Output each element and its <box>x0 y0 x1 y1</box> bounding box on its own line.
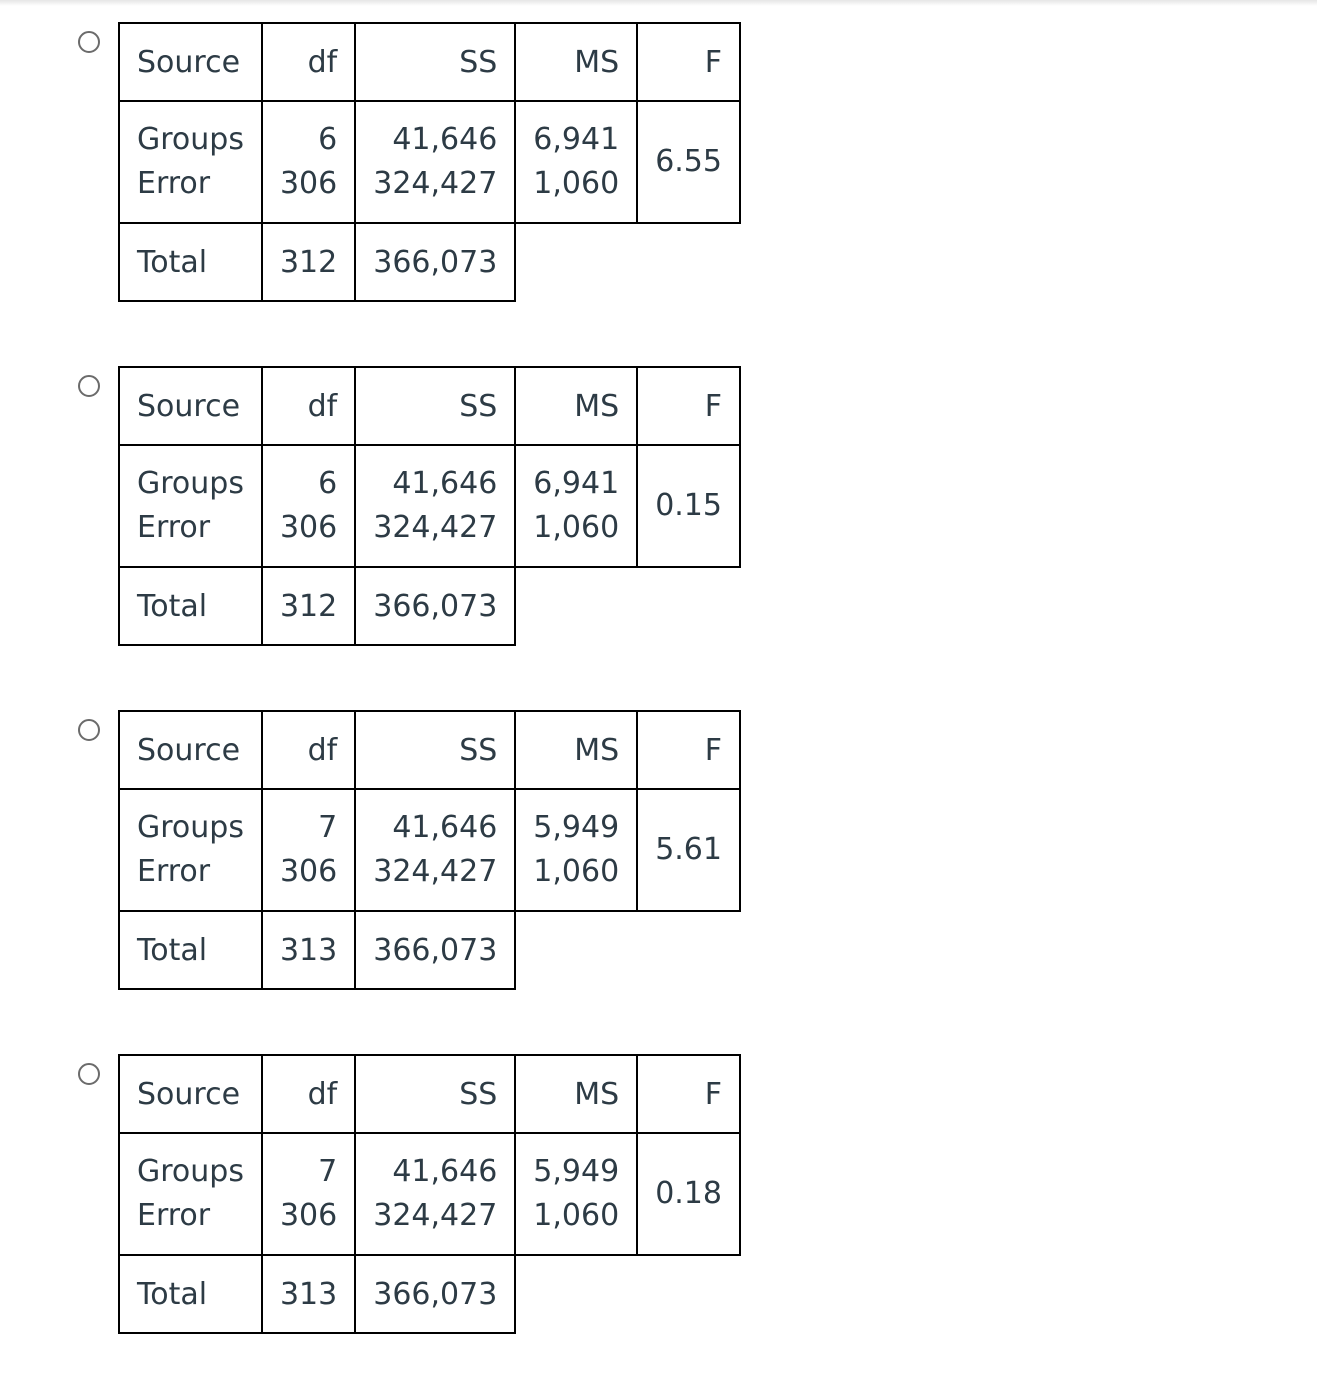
groups-label: Groups <box>137 122 244 157</box>
source-cell <box>119 789 262 911</box>
ss-cell <box>355 1133 515 1255</box>
ss-groups: 41,646 <box>392 122 498 157</box>
groups-error-row <box>119 789 740 911</box>
empty-cell <box>637 911 740 989</box>
error-label: Error <box>137 166 211 201</box>
header-row <box>119 711 740 789</box>
top-shadow <box>0 0 1317 6</box>
radio-button[interactable] <box>78 1063 100 1085</box>
header-f: F <box>637 23 740 101</box>
ms-groups: 5,949 <box>533 810 620 845</box>
ms-cell <box>515 445 637 567</box>
ms-groups: 5,949 <box>533 1154 620 1189</box>
header-ms: MS <box>515 367 637 445</box>
ss-cell <box>355 789 515 911</box>
source-cell <box>119 1133 262 1255</box>
df-cell <box>262 1133 355 1255</box>
ss-error: 324,427 <box>373 1198 498 1233</box>
df-groups: 6 <box>318 122 338 157</box>
groups-label: Groups <box>137 466 244 501</box>
df-error: 306 <box>279 1198 338 1233</box>
df-groups: 7 <box>318 1154 338 1189</box>
answer-option-4[interactable] <box>0 1054 1317 1344</box>
ms-error: 1,060 <box>533 510 620 545</box>
answer-option-3[interactable] <box>0 710 1317 1000</box>
header-df: df <box>262 1055 355 1133</box>
df-cell <box>262 789 355 911</box>
empty-cell <box>515 223 637 301</box>
ss-groups: 41,646 <box>392 466 498 501</box>
header-df: df <box>262 23 355 101</box>
groups-label: Groups <box>137 1154 244 1189</box>
ms-cell <box>515 789 637 911</box>
anova-table <box>118 710 741 990</box>
ss-total: 366,073 <box>355 223 515 301</box>
header-source: Source <box>119 1055 262 1133</box>
header-ss: SS <box>355 711 515 789</box>
empty-cell <box>637 567 740 645</box>
total-row <box>119 223 740 301</box>
header-ms: MS <box>515 711 637 789</box>
ms-groups: 6,941 <box>533 466 620 501</box>
ms-error: 1,060 <box>533 854 620 889</box>
header-source: Source <box>119 711 262 789</box>
ms-cell <box>515 101 637 223</box>
f-value: 0.18 <box>637 1133 740 1255</box>
df-error: 306 <box>279 166 338 201</box>
ms-cell <box>515 1133 637 1255</box>
df-groups: 6 <box>318 466 338 501</box>
header-ms: MS <box>515 23 637 101</box>
radio-button[interactable] <box>78 31 100 53</box>
header-row <box>119 23 740 101</box>
empty-cell <box>515 567 637 645</box>
df-total: 313 <box>262 911 355 989</box>
header-ms: MS <box>515 1055 637 1133</box>
header-ss: SS <box>355 23 515 101</box>
df-total: 312 <box>262 567 355 645</box>
ss-cell <box>355 101 515 223</box>
header-source: Source <box>119 367 262 445</box>
df-error: 306 <box>279 510 338 545</box>
error-label: Error <box>137 1198 211 1233</box>
source-cell <box>119 101 262 223</box>
groups-error-row <box>119 101 740 223</box>
ss-total: 366,073 <box>355 1255 515 1333</box>
ss-total: 366,073 <box>355 911 515 989</box>
header-f: F <box>637 711 740 789</box>
ms-error: 1,060 <box>533 166 620 201</box>
empty-cell <box>637 1255 740 1333</box>
f-value: 6.55 <box>637 101 740 223</box>
df-cell <box>262 101 355 223</box>
answer-option-2[interactable] <box>0 366 1317 656</box>
empty-cell <box>515 911 637 989</box>
ms-error: 1,060 <box>533 1198 620 1233</box>
df-total: 313 <box>262 1255 355 1333</box>
groups-error-row <box>119 1133 740 1255</box>
total-row <box>119 911 740 989</box>
total-label: Total <box>119 567 262 645</box>
header-df: df <box>262 711 355 789</box>
header-row <box>119 1055 740 1133</box>
header-f: F <box>637 1055 740 1133</box>
radio-button[interactable] <box>78 719 100 741</box>
df-cell <box>262 445 355 567</box>
anova-table <box>118 1054 741 1334</box>
groups-error-row <box>119 445 740 567</box>
header-ss: SS <box>355 367 515 445</box>
radio-button[interactable] <box>78 375 100 397</box>
f-value: 5.61 <box>637 789 740 911</box>
total-row <box>119 567 740 645</box>
ss-total: 366,073 <box>355 567 515 645</box>
df-total: 312 <box>262 223 355 301</box>
header-f: F <box>637 367 740 445</box>
source-cell <box>119 445 262 567</box>
df-error: 306 <box>279 854 338 889</box>
total-label: Total <box>119 223 262 301</box>
header-ss: SS <box>355 1055 515 1133</box>
anova-table <box>118 22 741 302</box>
empty-cell <box>515 1255 637 1333</box>
ss-error: 324,427 <box>373 166 498 201</box>
df-groups: 7 <box>318 810 338 845</box>
error-label: Error <box>137 854 211 889</box>
header-row <box>119 367 740 445</box>
total-label: Total <box>119 1255 262 1333</box>
total-label: Total <box>119 911 262 989</box>
answer-option-1[interactable] <box>0 22 1317 312</box>
groups-label: Groups <box>137 810 244 845</box>
anova-table <box>118 366 741 646</box>
ss-error: 324,427 <box>373 854 498 889</box>
empty-cell <box>637 223 740 301</box>
ss-cell <box>355 445 515 567</box>
header-df: df <box>262 367 355 445</box>
ss-groups: 41,646 <box>392 810 498 845</box>
f-value: 0.15 <box>637 445 740 567</box>
error-label: Error <box>137 510 211 545</box>
ss-groups: 41,646 <box>392 1154 498 1189</box>
header-source: Source <box>119 23 262 101</box>
ss-error: 324,427 <box>373 510 498 545</box>
total-row <box>119 1255 740 1333</box>
ms-groups: 6,941 <box>533 122 620 157</box>
